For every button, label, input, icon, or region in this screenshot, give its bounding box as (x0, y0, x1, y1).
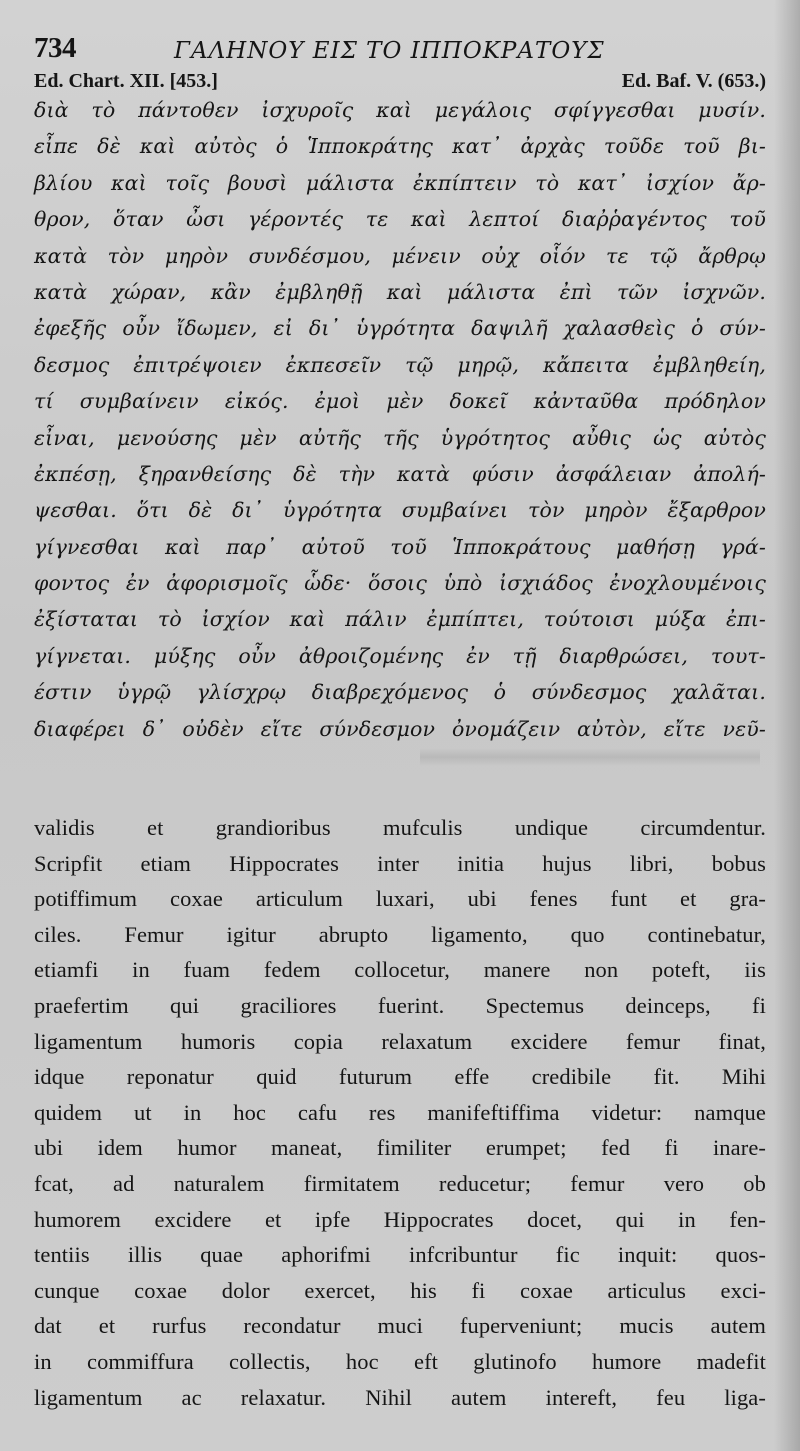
greek-text-line: τί συμβαίνειν εἰκός. ἐμοὶ μὲν δοκεῖ κἀνταῦθα πρόδηλον (34, 389, 766, 414)
latin-text-line: in commiffura collectis, hoc eft glutinofo humore madefit (34, 1348, 766, 1374)
page-number: 734 (34, 32, 76, 64)
greek-text-line: ἐκπέσῃ, ξηρανθείσης δὲ τὴν κατὰ φύσιν ἀσφάλειαν ἀπολή- (34, 461, 766, 486)
latin-text-line: tentiis illis quae aphorifmi infcribuntur fic inquit: quos- (34, 1242, 766, 1268)
latin-text-line: potiffimum coxae articulum luxari, ubi fenes funt et gra- (34, 886, 766, 912)
latin-text-line: quidem ut in hoc cafu res manifeftiffima videtur: namque (34, 1099, 766, 1125)
greek-text-line: ἐξίσταται τὸ ἰσχίον καὶ πάλιν ἐμπίπτει, τούτοισι μύξα ἐπι- (34, 607, 766, 632)
latin-text-line: ligamentum ac relaxatur. Nihil autem intereft, feu liga- (34, 1384, 766, 1410)
greek-text-line: θρον, ὅταν ὦσι γέροντές τε καὶ λεπτοί διαῤῥαγέντος τοῦ (34, 207, 766, 232)
greek-text-line: εἶναι, μενούσης μὲν αὐτῆς τῆς ὑγρότητος αὖθις ὡς αὐτὸς (34, 425, 766, 450)
running-title: ΓΑΛΗΝΟΥ ΕΙΣ ΤΟ ΙΠΠΟΚΡΑΤΟΥΣ (174, 38, 605, 64)
latin-text-line: etiamfi in fuam fedem collocetur, manere non poteft, iis (34, 957, 766, 983)
greek-text-line: κατὰ τὸν μηρὸν συνδέσμου, μένειν οὐχ οἷόν τε τῷ ἄρθρῳ (34, 243, 766, 268)
latin-text-line: fcat, ad naturalem firmitatem reducetur; femur vero ob (34, 1170, 766, 1196)
greek-text-line: κατὰ χώραν, κἂν ἐμβληθῇ καὶ μάλιστα ἐπὶ τῶν ἰσχνῶν. (34, 279, 766, 304)
greek-text-line: φοντος ἐν ἀφορισμοῖς ὧδε· ὅσοις ὑπὸ ἰσχιάδος ἐνοχλουμένοις (34, 571, 766, 596)
greek-text-line: βλίου καὶ τοῖς βουσὶ μάλιστα ἐκπίπτειν τὸ κατ᾽ ἰσχίον ἄρ- (34, 170, 766, 195)
page-header (34, 30, 764, 70)
greek-text-block (34, 92, 766, 747)
latin-text-line: Scripfit etiam Hippocrates inter initia hujus libri, bobus (34, 850, 766, 876)
greek-text-line: γίγνεται. μύξης οὖν ἀθροιζομένης ἐν τῇ διαρθρώσει, τουτ- (34, 643, 766, 668)
greek-text-line: ψεσθαι. ὅτι δὲ δι᾽ ὑγρότητα συμβαίνει τὸν μηρὸν ἔξαρθρον (34, 498, 766, 523)
greek-text-line: διαφέρει δ᾽ οὐδὲν εἴτε σύνδεσμον ὀνομάζειν αὐτὸν, εἴτε νεῦ- (34, 716, 766, 741)
greek-text-line: δεσμος ἐπιτρέψοιεν ἐκπεσεῖν τῷ μηρῷ, κἄπειτα ἐμβληθείη, (34, 352, 766, 377)
greek-text-line: έστιν ὑγρῷ γλίσχρῳ διαβρεχόμενος ὁ σύνδεσμος χαλᾶται. (34, 680, 766, 705)
latin-text-line: idque reponatur quid futurum effe credibile fit. Mihi (34, 1064, 766, 1090)
latin-text-line: praefertim qui graciliores fuerint. Spectemus deinceps, fi (34, 992, 766, 1018)
latin-text-line: dat et rurfus recondatur muci fuperveniunt; mucis autem (34, 1313, 766, 1339)
latin-text-line: validis et grandioribus mufculis undique circumdentur. (34, 815, 766, 840)
latin-text-line: ligamentum humoris copia relaxatum excidere femur finat, (34, 1028, 766, 1054)
greek-text-line: ἐφεξῆς οὖν ἴδωμεν, εἰ δι᾽ ὑγρότητα δαψιλῆ χαλασθεὶς ὁ σύν- (34, 316, 766, 341)
latin-text-line: ubi idem humor maneat, fimiliter erumpet; fed fi inare- (34, 1135, 766, 1161)
latin-text-block (34, 810, 766, 1415)
latin-text-line: humorem excidere et ipfe Hippocrates docet, qui in fen- (34, 1206, 766, 1232)
edition-reference-basel: Ed. Baf. V. (653.) (621, 70, 766, 92)
greek-text-line: εἶπε δὲ καὶ αὐτὸς ὁ Ἱπποκράτης κατ᾽ ἀρχὰς τοῦδε τοῦ βι- (34, 134, 766, 159)
latin-text-line: ciles. Femur igitur abrupto ligamento, quo continebatur, (34, 921, 766, 947)
greek-text-line: γίγνεσθαι καὶ παρ᾽ αὐτοῦ τοῦ Ἱπποκράτους μαθήσῃ γρά- (34, 534, 766, 559)
greek-text-line: διὰ τὸ πάντοθεν ἰσχυροῖς καὶ μεγάλοις σφίγγεσθαι μυσίν. (34, 98, 766, 122)
page-edge-shadow (774, 0, 800, 1451)
latin-text-line: cunque coxae dolor exercet, his fi coxae articulus exci- (34, 1277, 766, 1303)
show-through-text (420, 748, 760, 766)
edition-reference-chart: Ed. Chart. XII. [453.] (34, 70, 218, 92)
